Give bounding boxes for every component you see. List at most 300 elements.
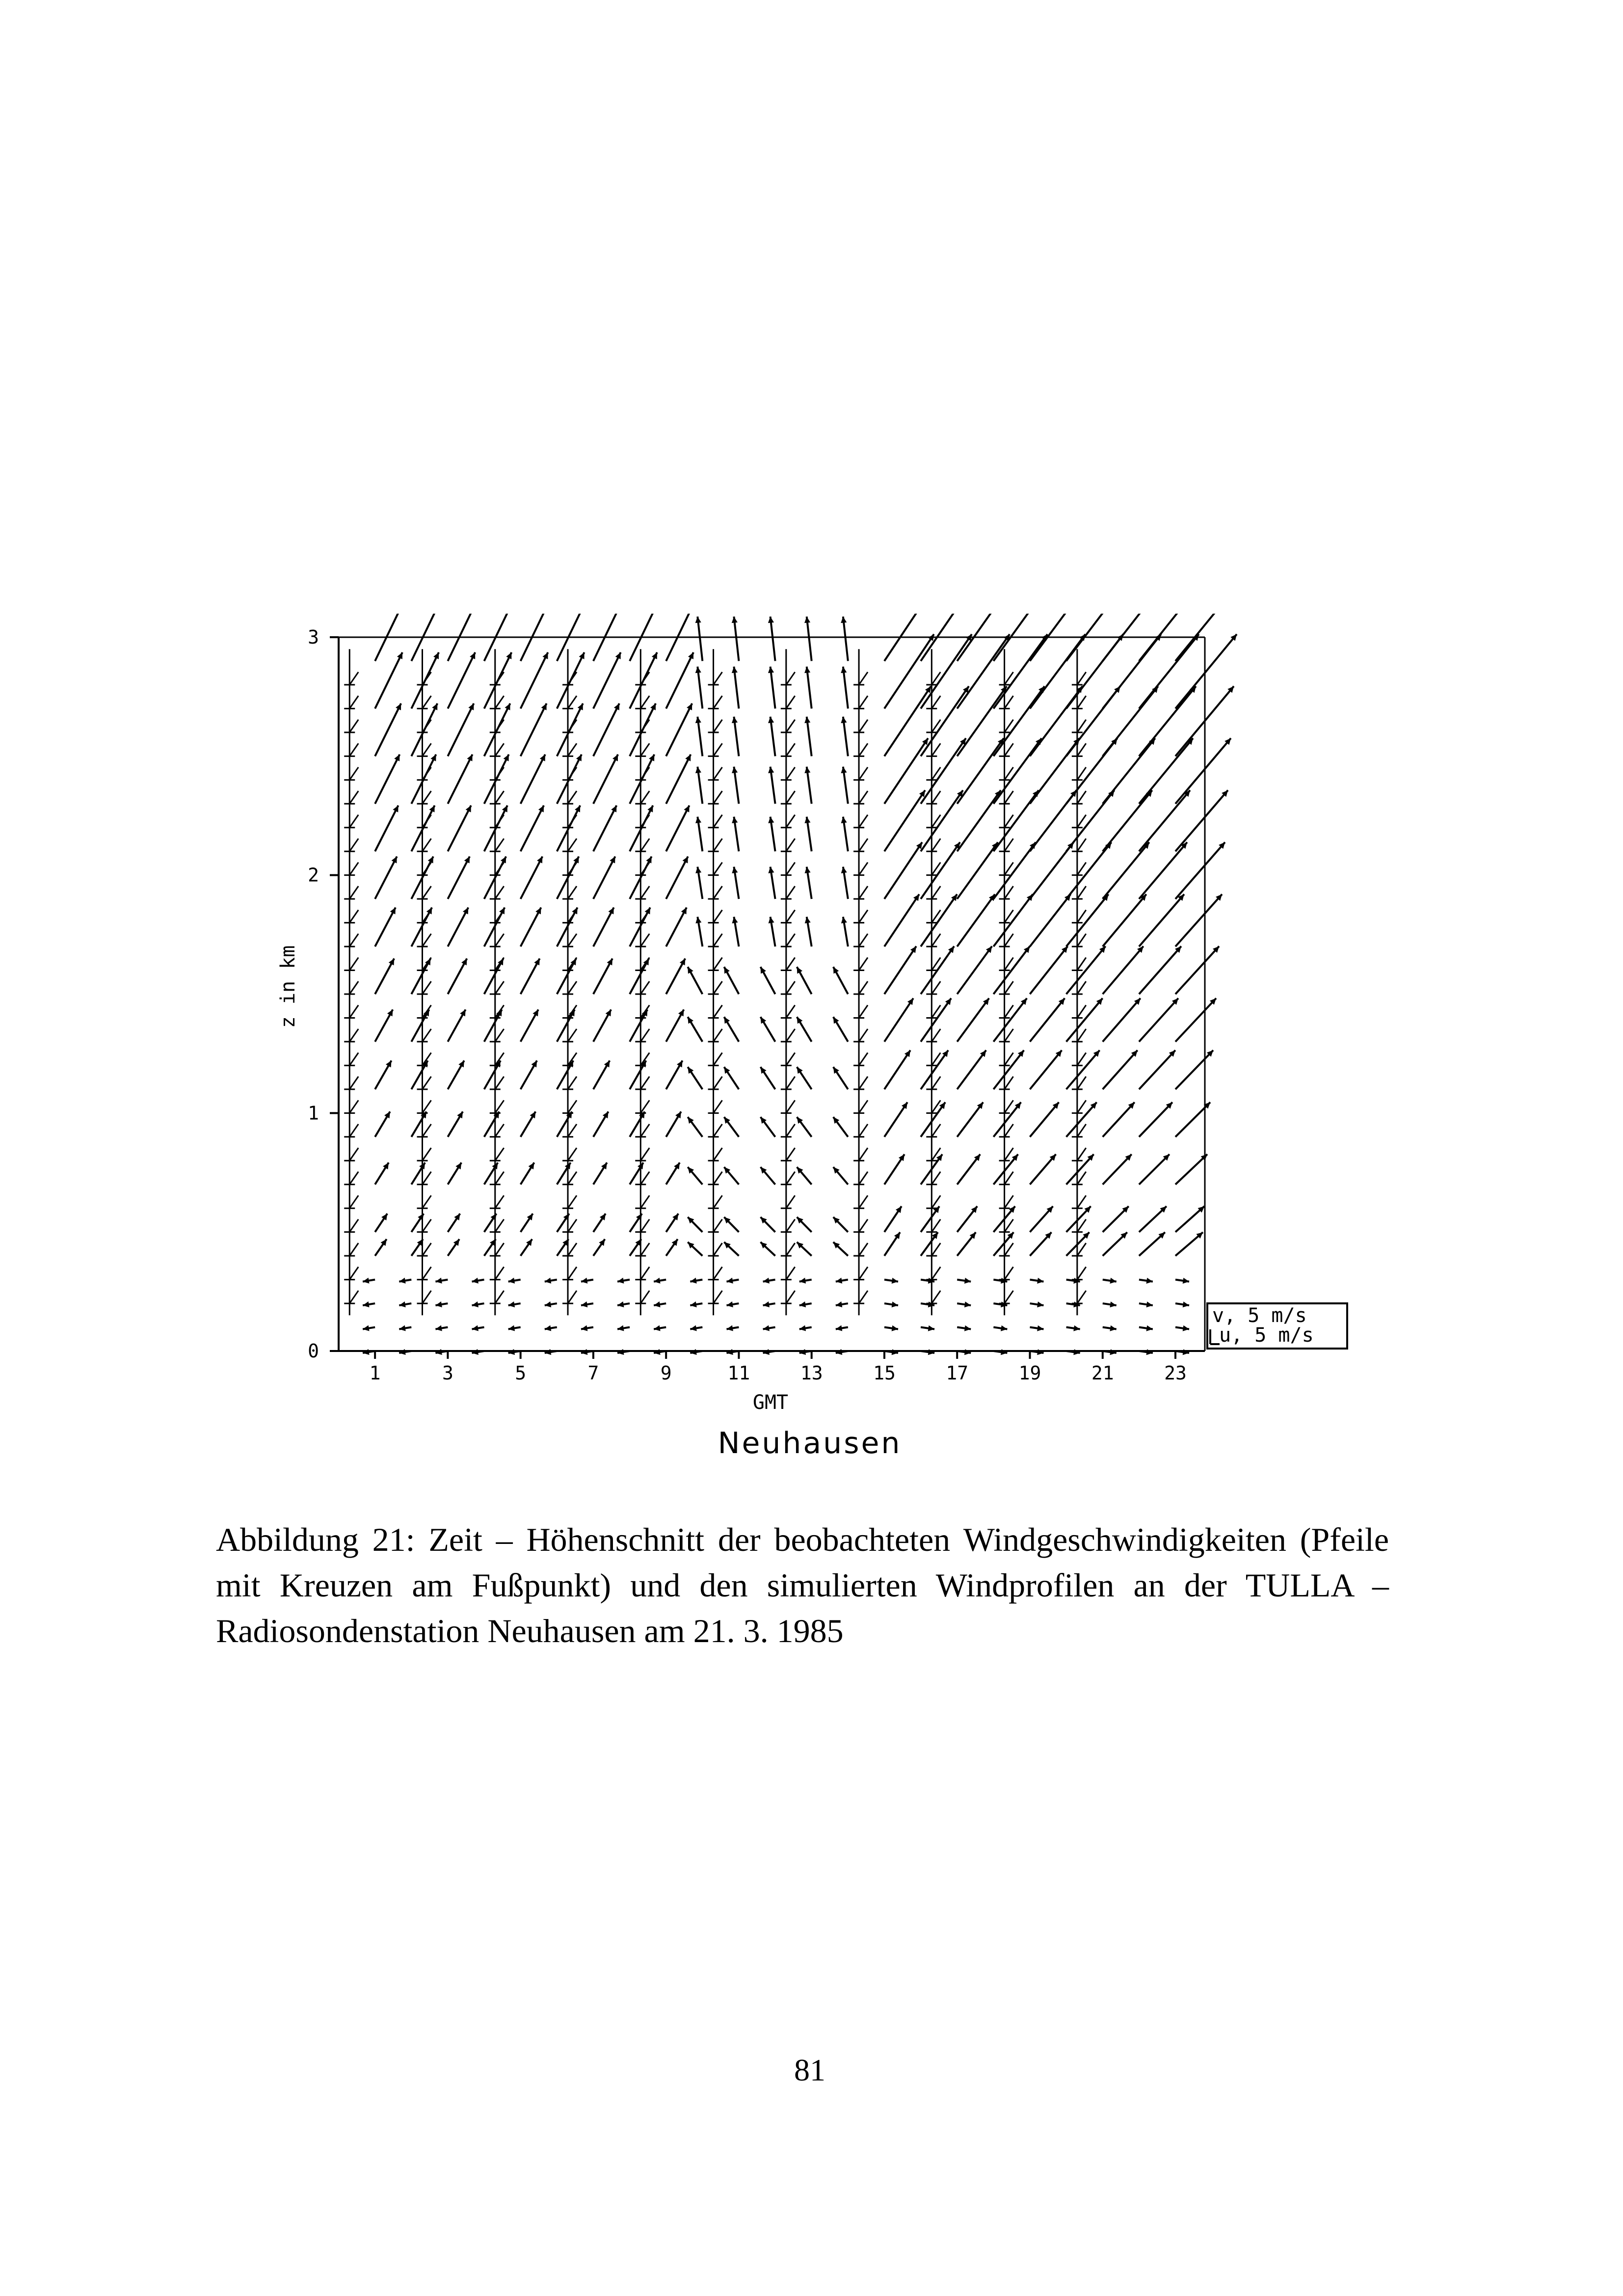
- obs-wind-arrow: [714, 981, 722, 994]
- obs-wind-arrow: [349, 1100, 358, 1113]
- sounding-columns: [344, 649, 1086, 1315]
- obs-wind-arrow: [786, 886, 795, 899]
- sim-wind-arrow: [1175, 1154, 1207, 1185]
- obs-wind-arrow: [640, 1148, 649, 1161]
- obs-wind-arrow: [640, 1219, 649, 1232]
- sim-wind-arrow: [957, 946, 992, 995]
- obs-wind-arrow: [640, 791, 649, 804]
- obs-wind-arrow: [786, 1172, 795, 1185]
- obs-wind-arrow: [1005, 1005, 1013, 1018]
- obs-wind-arrow: [1005, 1195, 1013, 1208]
- obs-wind-arrow: [1077, 1148, 1086, 1161]
- obs-wind-arrow: [714, 791, 722, 804]
- obs-wind-arrow: [423, 743, 431, 756]
- sim-wind-arrow: [593, 652, 621, 709]
- obs-wind-arrow: [423, 791, 431, 804]
- obs-wind-arrow: [859, 720, 868, 732]
- obs-wind-arrow: [423, 1267, 431, 1280]
- sim-wind-arrow: [411, 703, 437, 756]
- sim-wind-arrow: [1139, 998, 1178, 1042]
- sim-wind-arrow: [1103, 998, 1141, 1042]
- sim-wind-arrow: [843, 617, 848, 661]
- obs-wind-arrow: [786, 1005, 795, 1018]
- sim-wind-arrow: [1103, 946, 1144, 995]
- sim-wind-arrow: [807, 667, 812, 709]
- obs-wind-arrow: [349, 1029, 358, 1042]
- obs-wind-arrow: [349, 743, 358, 756]
- obs-wind-arrow: [859, 1243, 868, 1256]
- obs-wind-arrow: [1005, 1148, 1013, 1161]
- obs-wind-arrow: [1077, 1100, 1086, 1113]
- obs-wind-arrow: [349, 1267, 358, 1280]
- x-axis-label: GMT: [752, 1391, 789, 1414]
- obs-wind-arrow: [1077, 1243, 1086, 1256]
- x-tick-label: 11: [727, 1362, 750, 1384]
- obs-wind-arrow: [349, 815, 358, 828]
- obs-wind-arrow: [495, 886, 504, 899]
- obs-wind-arrow: [349, 1077, 358, 1089]
- obs-wind-arrow: [568, 1100, 577, 1113]
- obs-wind-arrow: [859, 910, 868, 923]
- sim-wind-arrow: [1030, 1050, 1062, 1089]
- obs-wind-arrow: [1077, 863, 1086, 875]
- sim-wind-arrow: [557, 652, 585, 709]
- sim-wind-arrow: [1139, 894, 1184, 947]
- x-tick-label: 23: [1164, 1362, 1187, 1384]
- obs-wind-arrow: [349, 886, 358, 899]
- sim-wind-arrow: [921, 790, 963, 852]
- obs-wind-arrow: [714, 672, 722, 685]
- wind-vector-figure: [275, 614, 1364, 1448]
- sim-wind-arrow: [630, 703, 656, 756]
- sim-wind-arrow: [884, 790, 925, 852]
- obs-wind-arrow: [640, 886, 649, 899]
- obs-wind-arrow: [423, 1100, 431, 1113]
- obs-wind-arrow: [786, 743, 795, 756]
- obs-wind-arrow: [349, 767, 358, 780]
- obs-wind-arrow: [640, 1195, 649, 1208]
- obs-wind-arrow: [568, 1029, 577, 1042]
- x-tick-label: 3: [442, 1362, 453, 1384]
- obs-wind-arrow: [714, 1172, 722, 1185]
- sim-wind-arrow: [1103, 1050, 1138, 1089]
- sim-wind-arrow: [521, 755, 545, 804]
- obs-wind-arrow: [568, 1219, 577, 1232]
- obs-wind-arrow: [786, 1077, 795, 1089]
- sim-wind-arrow: [375, 806, 398, 852]
- obs-wind-arrow: [1077, 791, 1086, 804]
- obs-wind-arrow: [714, 1195, 722, 1208]
- sim-wind-arrow: [448, 652, 475, 709]
- sim-wind-arrow: [1103, 842, 1149, 899]
- obs-wind-arrow: [349, 863, 358, 875]
- obs-wind-arrow: [786, 958, 795, 971]
- sim-wind-arrow: [1030, 998, 1064, 1042]
- wind-arrows: [363, 614, 1240, 1355]
- obs-wind-arrow: [1005, 1053, 1013, 1065]
- obs-wind-arrow: [1005, 696, 1013, 708]
- obs-wind-arrow: [859, 958, 868, 971]
- obs-wind-arrow: [640, 1100, 649, 1113]
- obs-wind-arrow: [859, 1029, 868, 1042]
- obs-wind-arrow: [931, 981, 940, 994]
- obs-wind-arrow: [859, 1005, 868, 1018]
- obs-wind-arrow: [931, 1077, 940, 1089]
- obs-wind-arrow: [786, 1053, 795, 1065]
- obs-wind-arrow: [1077, 743, 1086, 756]
- sim-wind-arrow: [993, 894, 1033, 947]
- obs-wind-arrow: [859, 934, 868, 946]
- obs-wind-arrow: [349, 1195, 358, 1208]
- obs-wind-arrow: [931, 886, 940, 899]
- obs-wind-arrow: [714, 1291, 722, 1303]
- obs-wind-arrow: [495, 1291, 504, 1303]
- sim-wind-arrow: [593, 908, 614, 947]
- obs-wind-arrow: [640, 1243, 649, 1256]
- sim-wind-arrow: [957, 842, 998, 899]
- tick-labels: [308, 626, 1187, 1384]
- x-tick-label: 5: [515, 1362, 527, 1384]
- x-tick-label: 9: [660, 1362, 672, 1384]
- y-tick-label: 3: [308, 626, 319, 648]
- obs-wind-arrow: [568, 791, 577, 804]
- obs-wind-arrow: [714, 1077, 722, 1089]
- obs-wind-arrow: [568, 1267, 577, 1280]
- x-tick-label: 15: [873, 1362, 896, 1384]
- obs-wind-arrow: [714, 696, 722, 708]
- obs-wind-arrow: [931, 934, 940, 946]
- sim-wind-arrow: [666, 703, 692, 756]
- obs-wind-arrow: [349, 958, 358, 971]
- obs-wind-arrow: [931, 1267, 940, 1280]
- obs-wind-arrow: [1077, 1291, 1086, 1303]
- obs-wind-arrow: [714, 767, 722, 780]
- sim-wind-arrow: [993, 790, 1038, 852]
- obs-wind-arrow: [495, 981, 504, 994]
- sim-wind-arrow: [1139, 1050, 1175, 1089]
- sim-wind-arrow: [1030, 894, 1070, 947]
- sim-wind-arrow: [448, 857, 470, 899]
- sim-wind-arrow: [1103, 1154, 1132, 1185]
- obs-wind-arrow: [1005, 838, 1013, 851]
- obs-wind-arrow: [568, 1077, 577, 1089]
- sim-wind-arrow: [666, 806, 689, 852]
- sim-wind-arrow: [697, 617, 702, 661]
- obs-wind-arrow: [495, 1219, 504, 1232]
- obs-wind-arrow: [931, 1172, 940, 1185]
- sim-wind-arrow: [1139, 634, 1199, 709]
- obs-wind-arrow: [640, 1124, 649, 1137]
- x-tick-label: 13: [800, 1362, 823, 1384]
- obs-wind-arrow: [1005, 981, 1013, 994]
- sim-wind-arrow: [1139, 1154, 1170, 1185]
- obs-wind-arrow: [859, 815, 868, 828]
- obs-wind-arrow: [714, 1124, 722, 1137]
- obs-wind-arrow: [859, 672, 868, 685]
- obs-wind-arrow: [714, 720, 722, 732]
- obs-wind-arrow: [859, 767, 868, 780]
- obs-wind-arrow: [423, 838, 431, 851]
- sim-wind-arrow: [593, 703, 619, 756]
- sim-wind-arrow: [448, 806, 471, 852]
- sim-wind-arrow: [1030, 946, 1067, 995]
- sim-wind-arrow: [1139, 842, 1187, 899]
- obs-wind-arrow: [714, 1267, 722, 1280]
- obs-wind-arrow: [931, 696, 940, 708]
- sim-wind-arrow: [557, 703, 583, 756]
- obs-wind-arrow: [1077, 1053, 1086, 1065]
- obs-wind-arrow: [1005, 886, 1013, 899]
- sim-wind-arrow: [993, 998, 1027, 1042]
- obs-wind-arrow: [786, 696, 795, 708]
- sim-wind-arrow: [1030, 1102, 1059, 1137]
- obs-wind-arrow: [1005, 934, 1013, 946]
- legend-box: [1207, 1303, 1347, 1349]
- page-number: 81: [794, 2053, 825, 2087]
- sim-wind-arrow: [484, 652, 512, 709]
- x-tick-label: 21: [1091, 1362, 1114, 1384]
- obs-wind-arrow: [931, 743, 940, 756]
- obs-wind-arrow: [423, 1124, 431, 1137]
- obs-wind-arrow: [786, 1219, 795, 1232]
- obs-wind-arrow: [495, 791, 504, 804]
- obs-wind-arrow: [1077, 1005, 1086, 1018]
- obs-wind-arrow: [349, 791, 358, 804]
- obs-wind-arrow: [786, 767, 795, 780]
- obs-wind-arrow: [1077, 958, 1086, 971]
- sim-wind-arrow: [1139, 946, 1181, 995]
- sim-wind-arrow: [884, 842, 922, 899]
- obs-wind-arrow: [349, 1219, 358, 1232]
- sim-wind-arrow: [593, 755, 618, 804]
- sim-wind-arrow: [1175, 998, 1216, 1042]
- obs-wind-arrow: [859, 1148, 868, 1161]
- sim-wind-arrow: [771, 617, 775, 661]
- obs-wind-arrow: [1077, 934, 1086, 946]
- sim-wind-arrow: [884, 946, 916, 995]
- obs-wind-arrow: [859, 1053, 868, 1065]
- obs-wind-arrow: [423, 886, 431, 899]
- obs-wind-arrow: [1005, 1172, 1013, 1185]
- sim-wind-arrow: [484, 755, 509, 804]
- obs-wind-arrow: [349, 672, 358, 685]
- obs-wind-arrow: [859, 1267, 868, 1280]
- obs-wind-arrow: [423, 1291, 431, 1303]
- obs-wind-arrow: [931, 791, 940, 804]
- obs-wind-arrow: [423, 1219, 431, 1232]
- sim-wind-arrow: [666, 652, 693, 709]
- obs-wind-arrow: [714, 863, 722, 875]
- y-axis-label: z in km: [277, 945, 299, 1028]
- sim-wind-arrow: [921, 894, 957, 947]
- obs-wind-arrow: [786, 1148, 795, 1161]
- sim-wind-arrow: [734, 667, 739, 709]
- obs-wind-arrow: [640, 1172, 649, 1185]
- sim-wind-arrow: [771, 667, 775, 709]
- obs-wind-arrow: [714, 1053, 722, 1065]
- obs-wind-arrow: [1005, 1291, 1013, 1303]
- sim-wind-arrow: [521, 857, 543, 899]
- sim-wind-arrow: [375, 857, 397, 899]
- sim-wind-arrow: [375, 755, 399, 804]
- sim-wind-arrow: [697, 667, 702, 709]
- obs-wind-arrow: [859, 1100, 868, 1113]
- obs-wind-arrow: [786, 910, 795, 923]
- obs-wind-arrow: [786, 1195, 795, 1208]
- obs-wind-arrow: [714, 958, 722, 971]
- obs-wind-arrow: [786, 1100, 795, 1113]
- obs-wind-arrow: [714, 815, 722, 828]
- obs-wind-arrow: [859, 743, 868, 756]
- obs-wind-arrow: [640, 981, 649, 994]
- sim-wind-arrow: [411, 652, 439, 709]
- sim-wind-arrow: [1175, 946, 1219, 995]
- sim-wind-arrow: [957, 1102, 983, 1137]
- sim-wind-arrow: [666, 755, 691, 804]
- obs-wind-arrow: [1005, 1124, 1013, 1137]
- sim-wind-arrow: [921, 1050, 948, 1089]
- obs-wind-arrow: [1077, 1029, 1086, 1042]
- sim-wind-arrow: [375, 908, 396, 947]
- sim-wind-arrow: [1103, 894, 1146, 947]
- obs-wind-arrow: [931, 838, 940, 851]
- y-tick-label: 0: [308, 1340, 319, 1362]
- obs-wind-arrow: [859, 838, 868, 851]
- sim-wind-arrow: [1103, 790, 1152, 852]
- obs-wind-arrow: [568, 1148, 577, 1161]
- obs-wind-arrow: [568, 981, 577, 994]
- obs-wind-arrow: [568, 886, 577, 899]
- obs-wind-arrow: [423, 1195, 431, 1208]
- obs-wind-arrow: [1077, 1172, 1086, 1185]
- sim-wind-arrow: [1066, 998, 1103, 1042]
- obs-wind-arrow: [714, 1148, 722, 1161]
- obs-wind-arrow: [714, 910, 722, 923]
- obs-wind-arrow: [1077, 1077, 1086, 1089]
- obs-wind-arrow: [786, 838, 795, 851]
- obs-wind-arrow: [423, 981, 431, 994]
- obs-wind-arrow: [714, 1100, 722, 1113]
- legend-entry-u: u, 5 m/s: [1219, 1324, 1314, 1347]
- obs-wind-arrow: [1005, 791, 1013, 804]
- sim-wind-arrow: [375, 703, 401, 756]
- obs-wind-arrow: [1077, 1267, 1086, 1280]
- obs-wind-arrow: [495, 743, 504, 756]
- obs-wind-arrow: [714, 1243, 722, 1256]
- sim-wind-arrow: [521, 806, 544, 852]
- obs-wind-arrow: [786, 863, 795, 875]
- sim-wind-arrow: [521, 652, 548, 709]
- sim-wind-arrow: [921, 1102, 945, 1137]
- obs-wind-arrow: [349, 934, 358, 946]
- obs-wind-arrow: [423, 934, 431, 946]
- obs-wind-arrow: [1077, 767, 1086, 780]
- sim-wind-arrow: [884, 998, 913, 1042]
- obs-wind-arrow: [786, 1124, 795, 1137]
- obs-wind-arrow: [786, 672, 795, 685]
- obs-wind-arrow: [495, 1148, 504, 1161]
- obs-wind-arrow: [495, 1172, 504, 1185]
- obs-wind-arrow: [786, 1029, 795, 1042]
- obs-wind-arrow: [714, 1005, 722, 1018]
- sim-wind-arrow: [1066, 894, 1109, 947]
- obs-wind-arrow: [1077, 886, 1086, 899]
- obs-wind-arrow: [568, 1291, 577, 1303]
- obs-wind-arrow: [714, 1029, 722, 1042]
- obs-wind-arrow: [1077, 1219, 1086, 1232]
- sim-wind-arrow: [666, 908, 687, 947]
- obs-wind-arrow: [1005, 1077, 1013, 1089]
- obs-wind-arrow: [495, 1267, 504, 1280]
- obs-wind-arrow: [640, 696, 649, 708]
- obs-wind-arrow: [349, 1053, 358, 1065]
- obs-wind-arrow: [1077, 1124, 1086, 1137]
- obs-wind-arrow: [423, 1172, 431, 1185]
- obs-wind-arrow: [568, 1243, 577, 1256]
- x-tick-label: 7: [587, 1362, 599, 1384]
- sim-wind-arrow: [884, 894, 919, 947]
- obs-wind-arrow: [859, 863, 868, 875]
- sim-wind-arrow: [884, 634, 934, 709]
- obs-wind-arrow: [786, 1267, 795, 1280]
- sim-wind-arrow: [666, 857, 688, 899]
- obs-wind-arrow: [714, 886, 722, 899]
- obs-wind-arrow: [786, 1291, 795, 1303]
- obs-wind-arrow: [349, 838, 358, 851]
- x-tick-label: 19: [1018, 1362, 1041, 1384]
- obs-wind-arrow: [859, 1291, 868, 1303]
- obs-wind-arrow: [495, 1124, 504, 1137]
- obs-wind-arrow: [931, 1243, 940, 1256]
- obs-wind-arrow: [1077, 1195, 1086, 1208]
- sim-wind-arrow: [593, 857, 615, 899]
- obs-wind-arrow: [1005, 1219, 1013, 1232]
- obs-wind-arrow: [349, 1172, 358, 1185]
- obs-wind-arrow: [1005, 1100, 1013, 1113]
- obs-wind-arrow: [714, 838, 722, 851]
- obs-wind-arrow: [349, 1124, 358, 1137]
- sim-wind-arrow: [411, 755, 436, 804]
- obs-wind-arrow: [423, 1148, 431, 1161]
- sim-wind-arrow: [957, 894, 995, 947]
- obs-wind-arrow: [495, 934, 504, 946]
- sim-wind-arrow: [448, 755, 472, 804]
- sim-wind-arrow: [557, 755, 582, 804]
- obs-wind-arrow: [931, 1124, 940, 1137]
- obs-wind-arrow: [640, 1291, 649, 1303]
- sim-wind-arrow: [1175, 842, 1225, 899]
- obs-wind-arrow: [1077, 672, 1086, 685]
- obs-wind-arrow: [931, 1291, 940, 1303]
- obs-wind-arrow: [714, 934, 722, 946]
- obs-wind-arrow: [349, 981, 358, 994]
- obs-wind-arrow: [859, 791, 868, 804]
- obs-wind-arrow: [1005, 1243, 1013, 1256]
- obs-wind-arrow: [423, 1029, 431, 1042]
- y-tick-label: 1: [308, 1102, 319, 1124]
- obs-wind-arrow: [568, 838, 577, 851]
- obs-wind-arrow: [640, 743, 649, 756]
- obs-wind-arrow: [349, 1005, 358, 1018]
- obs-wind-arrow: [423, 1077, 431, 1089]
- obs-wind-arrow: [495, 696, 504, 708]
- sim-wind-arrow: [448, 908, 468, 947]
- sim-wind-arrow: [807, 617, 812, 661]
- obs-wind-arrow: [495, 838, 504, 851]
- obs-wind-arrow: [1077, 910, 1086, 923]
- obs-wind-arrow: [568, 934, 577, 946]
- sim-wind-arrow: [521, 908, 541, 947]
